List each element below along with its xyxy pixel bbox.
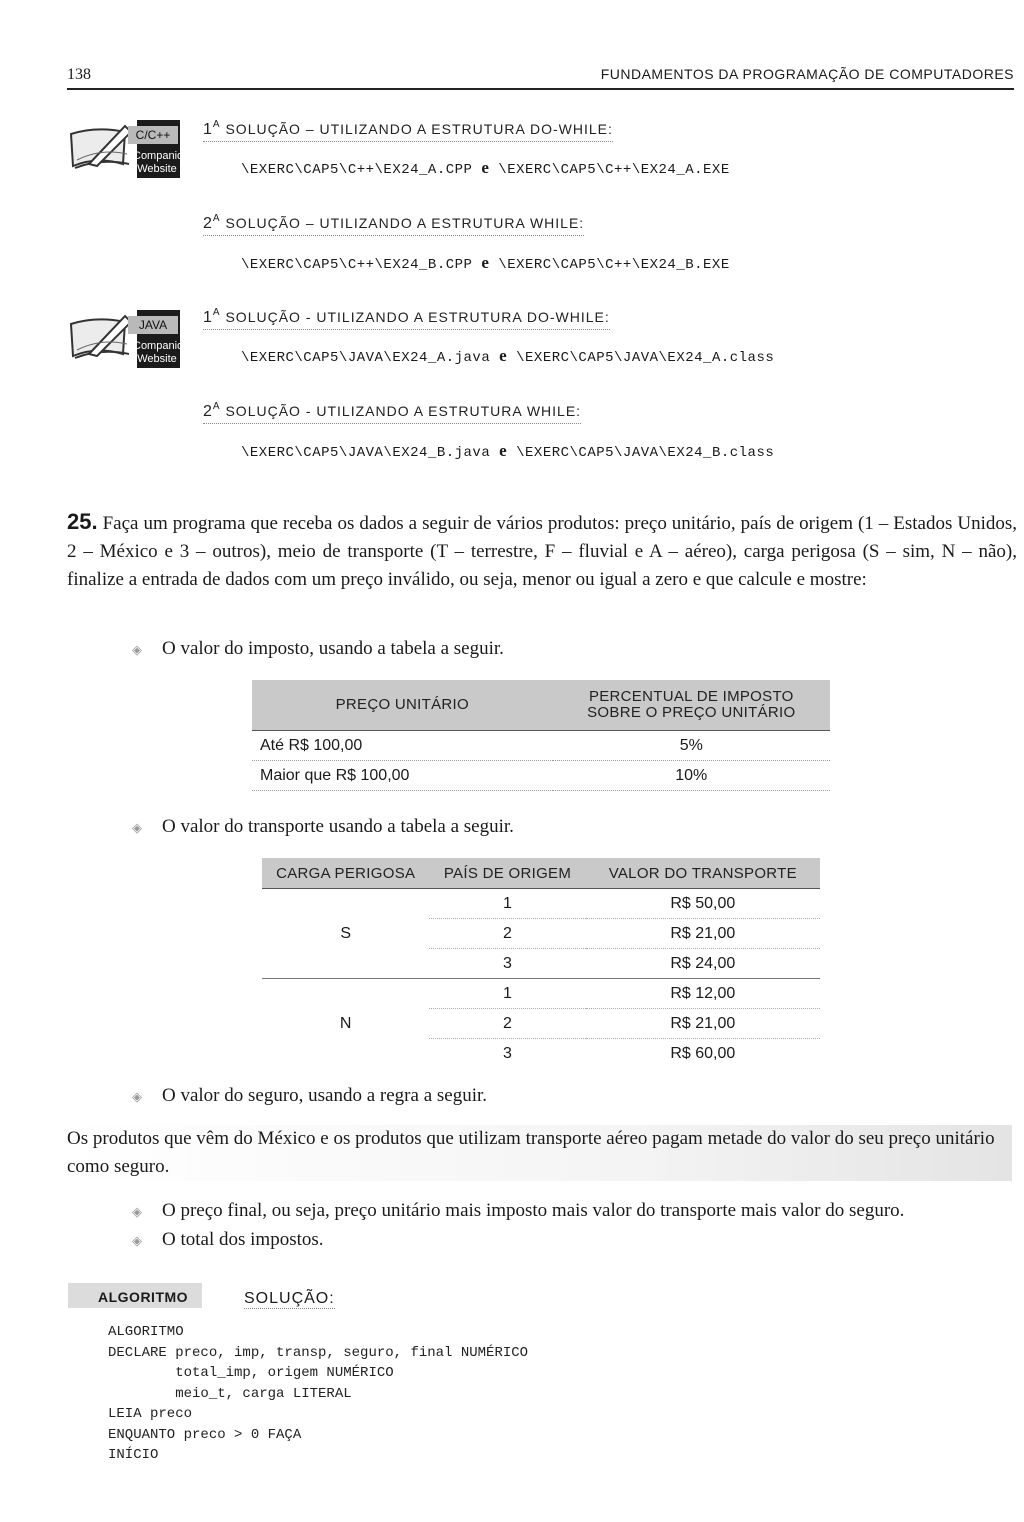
page-number: 138 [67, 66, 91, 83]
price-range-cell: Maior que R$ 100,00 [252, 761, 553, 791]
bullet-total-tax: ◈ O total dos impostos. [132, 1229, 324, 1250]
valor-cell: R$ 12,00 [586, 979, 820, 1009]
origem-cell: 1 [429, 889, 585, 919]
badge-caption [133, 150, 190, 176]
table-row [262, 979, 820, 1009]
exercise-number: 25. [67, 509, 98, 534]
cpp-companion-website-badge [67, 120, 190, 178]
badge-caption-line1: Companion [133, 340, 190, 352]
class-file-path: \EXERC\CAP5\JAVA\EX24_B.class [516, 445, 775, 461]
badge-language: JAVA [128, 316, 178, 334]
java-companion-website-badge [67, 310, 190, 368]
insurance-rule-box: Os produtos que vêm do México e os produtos que utilizam transporte aéreo pagam metade do valor do seu preço unitário como seguro. [67, 1125, 1012, 1181]
diamond-bullet-icon: ◈ [132, 1233, 142, 1248]
solution-files: \EXERC\CAP5\JAVA\EX24_A.java e \EXERC\CAP5\JAVA\EX24_A.class [241, 346, 775, 366]
code-line: DECLARE preco, imp, transp, seguro, final NUMÉRICO [108, 1344, 529, 1361]
origem-cell: 2 [429, 1009, 585, 1039]
solution-title: $2^A$ SOLUÇÃO – UTILIZANDO A ESTRUTURA WHILE: [203, 215, 584, 236]
origem-cell: 2 [429, 919, 585, 949]
table-header-row [262, 858, 820, 889]
code-line: total_imp, origem NUMÉRICO [108, 1365, 394, 1381]
solution-files: \EXERC\CAP5\C++\EX24_B.CPP e \EXERC\CAP5\C++\EX24_B.EXE [241, 253, 730, 273]
valor-cell: R$ 24,00 [586, 949, 820, 979]
tax-percent-cell: 5% [553, 731, 830, 761]
badge-caption-line1: Companion [133, 150, 190, 162]
tax-table [252, 680, 830, 791]
code-line: ALGORITMO [108, 1324, 184, 1340]
bullet-transport: ◈ O valor do transporte usando a tabela a seguir. [132, 816, 514, 837]
column-header: PREÇO UNITÁRIO [252, 680, 553, 731]
solution-files: \EXERC\CAP5\JAVA\EX24_B.java e \EXERC\CAP5\JAVA\EX24_B.class [241, 441, 775, 461]
book-icon [67, 310, 137, 368]
executable-file-path: \EXERC\CAP5\C++\EX24_A.EXE [498, 162, 730, 178]
transport-table [262, 858, 820, 1068]
code-line: meio_t, carga LITERAL [108, 1385, 352, 1402]
tax-percent-cell: 10% [553, 761, 830, 791]
bullet-final-price: ◈ O preço final, ou seja, preço unitário mais imposto mais valor do transporte mais valor do seguro. [132, 1200, 905, 1221]
bullet-tax: ◈ O valor do imposto, usando a tabela a seguir. [132, 638, 504, 659]
badge-caption [133, 340, 190, 366]
valor-cell: R$ 60,00 [670, 1044, 736, 1062]
table-row [262, 889, 820, 919]
diamond-bullet-icon: ◈ [132, 1204, 142, 1219]
solution-title: $1^A$ SOLUÇÃO – UTILIZANDO A ESTRUTURA DO-WHILE: [203, 121, 613, 142]
code-line: LEIA preco [108, 1406, 193, 1422]
source-file-path: \EXERC\CAP5\JAVA\EX24_A.java [241, 350, 491, 366]
column-header: CARGA PERIGOSA [262, 858, 429, 889]
exercise-text: Faça um programa que receba os dados a seguir de vários produtos: preço unitário, país de origem (1 – Estados Unidos, 2 – México e 3 – outros), meio de transporte (T – terrestre, F – fluvial e A – aéreo), carga perigosa (S – sim, N – não), finalize a entrada de dados com um preço inválido, ou seja, menor ou igual a zero e que calcule e mostre: [67, 513, 1017, 590]
source-file-path: \EXERC\CAP5\C++\EX24_A.CPP [241, 162, 473, 178]
source-file-path: \EXERC\CAP5\C++\EX24_B.CPP [241, 257, 473, 273]
badge-language: C/C++ [128, 126, 178, 144]
badge-caption-line2: Website [137, 353, 177, 365]
algorithm-code [108, 1322, 528, 1466]
carga-cell: S [262, 889, 429, 979]
diamond-bullet-icon: ◈ [132, 1089, 142, 1104]
badge-caption-line2: Website [137, 163, 177, 175]
solution-title: $1^A$ SOLUÇÃO - UTILIZANDO A ESTRUTURA DO-WHILE: [203, 309, 610, 330]
book-icon [67, 120, 137, 178]
column-header: PERCENTUAL DE IMPOSTO SOBRE O PREÇO UNITÁRIO [553, 680, 830, 731]
column-header: PAÍS DE ORIGEM [429, 858, 585, 889]
valor-cell: R$ 50,00 [586, 889, 820, 919]
algorithm-label: ALGORITMO [68, 1283, 202, 1308]
table-row [252, 761, 830, 791]
origem-cell: 3 [503, 1044, 512, 1062]
origem-cell: 1 [429, 979, 585, 1009]
solution-files: \EXERC\CAP5\C++\EX24_A.CPP e \EXERC\CAP5\C++\EX24_A.EXE [241, 158, 730, 178]
price-range-cell: Até R$ 100,00 [252, 731, 553, 761]
column-header: VALOR DO TRANSPORTE [586, 858, 820, 889]
origem-cell: 3 [429, 949, 585, 979]
diamond-bullet-icon: ◈ [132, 820, 142, 835]
valor-cell: R$ 21,00 [586, 919, 820, 949]
table-row [252, 731, 830, 761]
solution-label: SOLUÇÃO: [244, 1290, 335, 1307]
class-file-path: \EXERC\CAP5\JAVA\EX24_A.class [516, 350, 775, 366]
diamond-bullet-icon: ◈ [132, 642, 142, 657]
solution-title: $2^A$ SOLUÇÃO - UTILIZANDO A ESTRUTURA WHILE: [203, 403, 581, 424]
header-divider [67, 88, 1014, 90]
exercise-statement [67, 508, 1017, 594]
code-line: ENQUANTO preco > 0 FAÇA [108, 1426, 302, 1443]
table-header-row [252, 680, 830, 731]
source-file-path: \EXERC\CAP5\JAVA\EX24_B.java [241, 445, 491, 461]
code-line: INÍCIO [108, 1447, 159, 1463]
carga-cell: N [339, 1014, 352, 1032]
executable-file-path: \EXERC\CAP5\C++\EX24_B.EXE [498, 257, 730, 273]
valor-cell: R$ 21,00 [586, 1009, 820, 1039]
bullet-insurance: ◈ O valor do seguro, usando a regra a seguir. [132, 1085, 488, 1106]
book-title: FUNDAMENTOS DA PROGRAMAÇÃO DE COMPUTADORES [600, 66, 1014, 82]
